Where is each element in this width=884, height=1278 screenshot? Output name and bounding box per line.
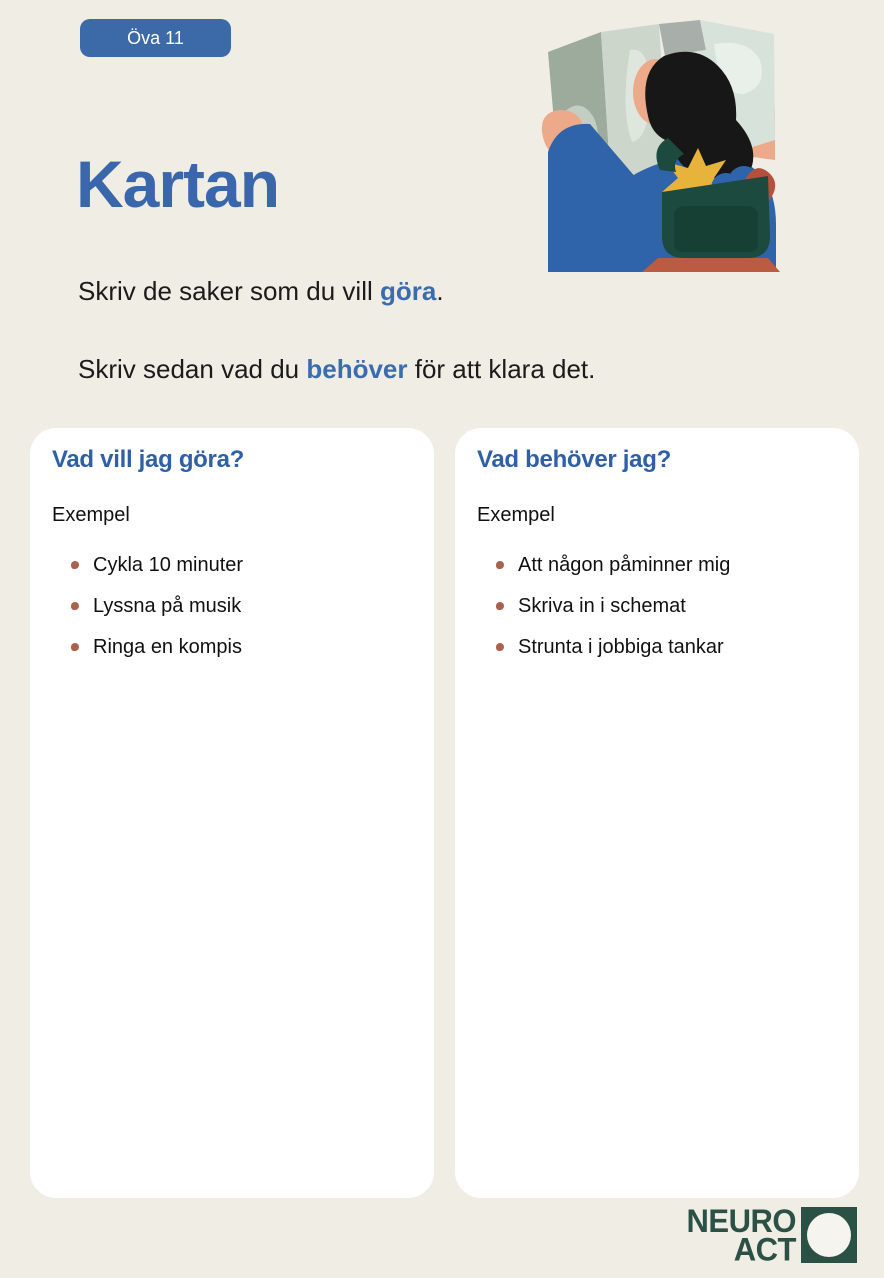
logo-line-2: ACT — [733, 1230, 796, 1268]
neuroact-logo-mark-icon — [801, 1207, 857, 1263]
page-title: Kartan — [76, 147, 280, 221]
neuroact-logo — [686, 1202, 857, 1268]
list-item-label: Att någon påminner mig — [518, 554, 731, 576]
intro-line-1-prefix: Skriv de saker som du vill — [78, 276, 380, 306]
list-item-label: Lyssna på musik — [93, 595, 242, 617]
card-left-subtitle: Exempel — [52, 504, 130, 526]
list-item-label: Cykla 10 minuter — [93, 554, 244, 576]
intro-line-2 — [78, 352, 595, 386]
intro-line-1-accent: göra — [379, 276, 437, 306]
card-left-title: Vad vill jag göra? — [52, 446, 244, 473]
card-left-example-list — [52, 552, 412, 660]
list-item-label: Skriva in i schemat — [518, 595, 686, 617]
list-item-label: Strunta i jobbiga tankar — [518, 636, 724, 658]
list-item — [52, 593, 412, 619]
list-item — [477, 552, 837, 578]
intro-line-1 — [78, 274, 444, 308]
exercise-badge — [80, 19, 231, 57]
logo-circle-icon — [807, 1213, 851, 1257]
bullet-icon — [496, 643, 504, 651]
bullet-icon — [71, 643, 79, 651]
logo-line-1: NEURO — [686, 1202, 796, 1240]
bullet-icon — [71, 561, 79, 569]
list-item — [52, 552, 412, 578]
bullet-icon — [496, 602, 504, 610]
person-reading-map-illustration — [538, 20, 780, 272]
intro-line-2-prefix: Skriv sedan vad du — [78, 354, 307, 384]
list-item-label: Ringa en kompis — [93, 636, 242, 658]
intro-line-2-suffix: för att klara det. — [407, 354, 596, 384]
list-item — [52, 634, 412, 660]
card-right-title: Vad behöver jag? — [477, 446, 671, 473]
bullet-icon — [496, 561, 504, 569]
card-what-do-i-need — [455, 428, 859, 1198]
bullet-icon — [71, 602, 79, 610]
card-what-do-i-want-to-do — [30, 428, 434, 1198]
list-item — [477, 593, 837, 619]
exercise-badge-label: Öva 11 — [127, 27, 184, 48]
card-right-example-list — [477, 552, 837, 660]
neuroact-logo-text — [686, 1202, 796, 1268]
list-item — [477, 634, 837, 660]
intro-line-2-accent: behöver — [306, 354, 408, 384]
card-right-subtitle: Exempel — [477, 504, 555, 526]
intro-line-1-suffix: . — [436, 276, 444, 306]
